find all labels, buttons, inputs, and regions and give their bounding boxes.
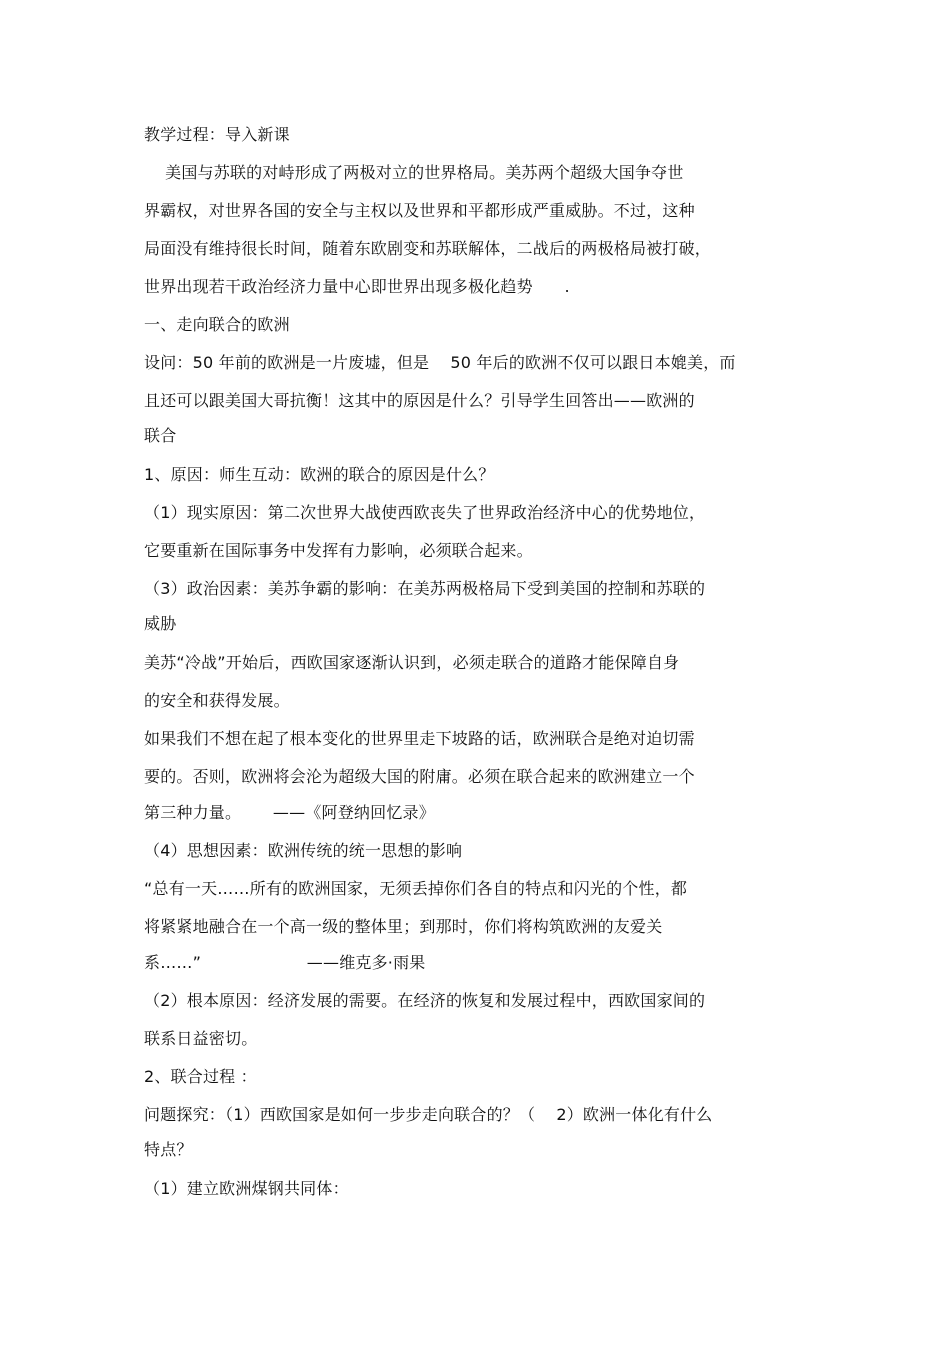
- quote-line: 系……” ——维克多·雨果: [144, 953, 426, 972]
- quote-line: 要的。否则，欧洲将会沦为超级大国的附庸。必须在联合起来的欧洲建立一个: [144, 767, 695, 786]
- reason-line: 威胁: [144, 614, 177, 633]
- subsection-heading: 2、联合过程 ：: [144, 1067, 257, 1086]
- intro-paragraph-line: 美国与苏联的对峙形成了两极对立的世界格局。美苏两个超级大国争夺世: [144, 163, 684, 182]
- question-line: 特点？: [144, 1140, 193, 1159]
- reason-line: 它要重新在国际事务中发挥有力影响，必须联合起来。: [144, 541, 533, 560]
- question-line: 联合: [144, 426, 177, 445]
- intro-paragraph-line: 局面没有维持很长时间，随着东欧剧变和苏联解体，二战后的两极格局被打破，: [144, 239, 712, 258]
- reason-line: （4）思想因素：欧洲传统的统一思想的影响: [144, 841, 463, 860]
- reason-line: （1）现实原因：第二次世界大战使西欧丧失了世界政治经济中心的优势地位，: [144, 503, 706, 522]
- body-line: 美苏“冷战”开始后，西欧国家逐渐认识到，必须走联合的道路才能保障自身: [144, 653, 680, 672]
- reason-line: 联系日益密切。: [144, 1029, 258, 1048]
- quote-line: 如果我们不想在起了根本变化的世界里走下坡路的话，欧洲联合是绝对迫切需: [144, 729, 695, 748]
- subsection-heading: 1、原因：师生互动：欧洲的联合的原因是什么？: [144, 465, 495, 484]
- lesson-process-heading: 教学过程：导入新课: [144, 125, 290, 144]
- quote-line: 第三种力量。 ——《阿登纳回忆录》: [144, 803, 435, 822]
- quote-line: 将紧紧地融合在一个高一级的整体里；到那时，你们将构筑欧洲的友爱关: [144, 917, 663, 936]
- question-line: 且还可以跟美国大哥抗衡！这其中的原因是什么？引导学生回答出——欧洲的: [144, 391, 695, 410]
- item-line: （1）建立欧洲煤钢共同体：: [144, 1179, 349, 1198]
- quote-line: “总有一天……所有的欧洲国家，无须丢掉你们各自的特点和闪光的个性，都: [144, 879, 688, 898]
- intro-paragraph-line: 界霸权，对世界各国的安全与主权以及世界和平都形成严重威胁。不过，这种: [144, 201, 695, 220]
- question-line: 设问：50 年前的欧洲是一片废墟，但是 50 年后的欧洲不仅可以跟日本媲美，而: [144, 353, 736, 372]
- reason-line: （3）政治因素：美苏争霸的影响：在美苏两极格局下受到美国的控制和苏联的: [144, 579, 706, 598]
- question-line: 问题探究：（1）西欧国家是如何一步步走向联合的？（ 2）欧洲一体化有什么: [144, 1105, 713, 1124]
- intro-paragraph-line: 世界出现若干政治经济力量中心即世界出现多极化趋势 .: [144, 277, 570, 296]
- section-heading: 一、走向联合的欧洲: [144, 315, 290, 334]
- reason-line: （2）根本原因：经济发展的需要。在经济的恢复和发展过程中，西欧国家间的: [144, 991, 706, 1010]
- body-line: 的安全和获得发展。: [144, 691, 290, 710]
